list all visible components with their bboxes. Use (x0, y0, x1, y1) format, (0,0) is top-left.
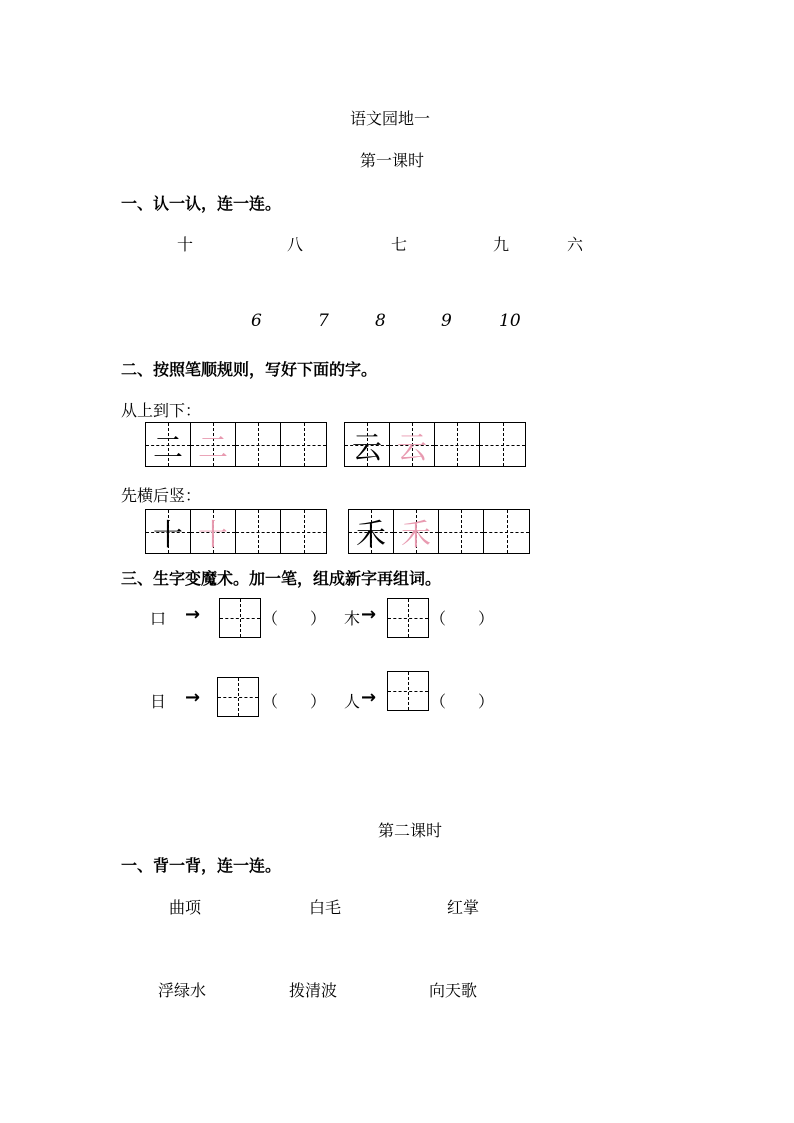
writing-grid (348, 509, 530, 554)
answer-paren[interactable]: （ ） (262, 609, 327, 628)
model-char: 云 (352, 430, 382, 466)
page-title: 语文园地一 (350, 109, 431, 128)
arrow-icon: → (185, 604, 201, 625)
answer-paren[interactable]: （ ） (262, 692, 327, 711)
rule-label: 先横后竖： (121, 486, 202, 505)
number-item: 7 (318, 311, 329, 331)
model-char: 禾 (356, 517, 386, 553)
char-item: 八 (287, 235, 304, 254)
answer-box[interactable] (387, 671, 429, 711)
grid-cell[interactable] (439, 510, 484, 553)
grid-cell (191, 423, 236, 466)
lesson2-title: 第二课时 (378, 821, 443, 840)
model-char: 十 (153, 517, 183, 553)
poem-phrase: 曲项 (169, 898, 202, 917)
poem-phrase: 浮绿水 (158, 981, 207, 1000)
answer-box[interactable] (217, 677, 259, 717)
number-item: 8 (375, 311, 386, 331)
rule-label: 从上到下： (121, 401, 202, 420)
trace-char: 十 (198, 517, 228, 553)
writing-grid (344, 422, 526, 467)
trace-char: 云 (397, 430, 427, 466)
q3-heading: 三、生字变魔术。加一笔，组成新字再组词。 (121, 569, 442, 588)
answer-paren[interactable]: （ ） (430, 609, 495, 628)
poem-phrase: 白毛 (309, 898, 342, 917)
source-char: 人 (344, 692, 361, 711)
number-item: 9 (441, 311, 452, 331)
answer-box[interactable] (387, 598, 429, 638)
char-item: 十 (177, 235, 194, 254)
model-char: 二 (153, 430, 183, 466)
char-item: 九 (493, 235, 510, 254)
grid-cell[interactable] (281, 510, 326, 553)
writing-grid (145, 422, 327, 467)
arrow-icon: → (185, 687, 201, 708)
grid-cell[interactable] (236, 423, 281, 466)
number-item: 6 (251, 311, 262, 331)
poem-phrase: 拨清波 (289, 981, 338, 1000)
q1-heading: 一、认一认，连一连。 (121, 194, 282, 213)
grid-cell (146, 423, 191, 466)
poem-phrase: 红掌 (447, 898, 480, 917)
grid-cell[interactable] (435, 423, 480, 466)
arrow-icon: → (361, 687, 377, 708)
trace-char: 二 (198, 430, 228, 466)
source-char: 口 (150, 609, 167, 628)
grid-cell (349, 510, 394, 553)
grid-cell[interactable] (480, 423, 525, 466)
grid-cell[interactable] (281, 423, 326, 466)
lesson1-title: 第一课时 (360, 151, 425, 170)
grid-cell (390, 423, 435, 466)
grid-cell (394, 510, 439, 553)
poem-phrase: 向天歌 (429, 981, 478, 1000)
lesson2-q1-heading: 一、背一背，连一连。 (121, 856, 282, 875)
q2-heading: 二、按照笔顺规则，写好下面的字。 (121, 360, 378, 379)
answer-paren[interactable]: （ ） (430, 692, 495, 711)
grid-cell[interactable] (484, 510, 529, 553)
writing-grid (145, 509, 327, 554)
grid-cell (345, 423, 390, 466)
source-char: 木 (344, 609, 361, 628)
grid-cell[interactable] (236, 510, 281, 553)
source-char: 日 (150, 692, 167, 711)
grid-cell (191, 510, 236, 553)
char-item: 六 (567, 235, 584, 254)
answer-box[interactable] (219, 598, 261, 638)
grid-cell (146, 510, 191, 553)
number-item: 10 (499, 311, 521, 331)
trace-char: 禾 (401, 517, 431, 553)
char-item: 七 (391, 235, 408, 254)
arrow-icon: → (361, 604, 377, 625)
